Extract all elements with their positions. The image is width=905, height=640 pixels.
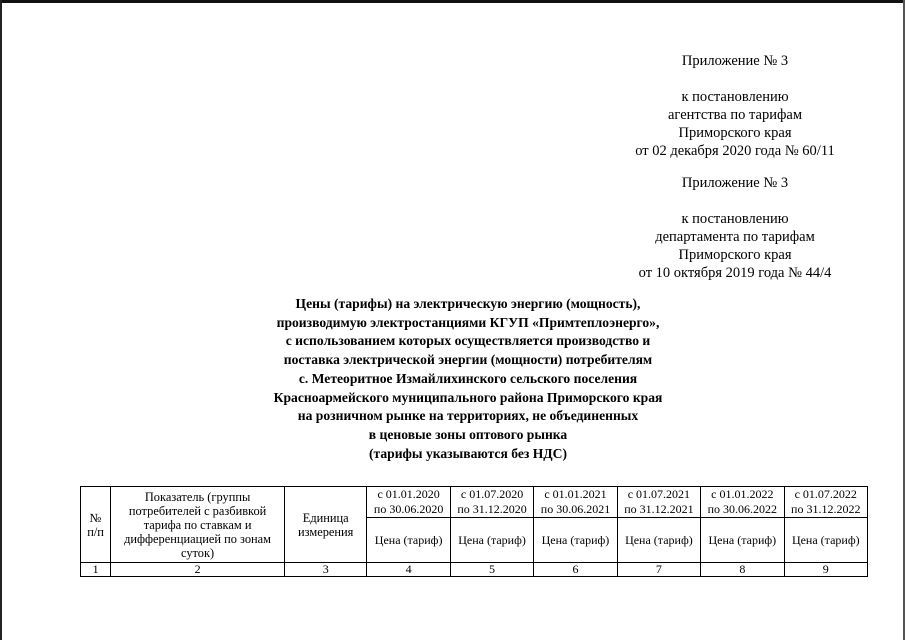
header-price-cell: Цена (тариф) [784,518,867,563]
column-number-cell: 4 [367,563,450,577]
period-from: с 01.07.2022 [794,487,857,501]
appendix-header-original [600,174,870,282]
title-line: с использованием которых осуществляется производство и [285,333,651,349]
column-number-cell: 6 [534,563,617,577]
title-line: (тарифы указываются без НДС) [368,445,568,461]
header-number-cell [81,487,111,563]
header-unit-cell [285,487,367,563]
scan-border-left [0,0,2,640]
appendix-date-line: от 10 октября 2019 года № 44/4 [638,265,832,281]
period-to: по 31.12.2022 [791,502,861,516]
column-number-cell: 7 [617,563,700,577]
period-to: по 31.12.2021 [624,502,694,516]
title-line: с. Метеоритное Измайлихинского сельского поселения [298,370,638,386]
appendix-line: агентства по тарифам [668,107,802,123]
header-price-cell: Цена (тариф) [701,518,784,563]
header-price-cell: Цена (тариф) [367,518,450,563]
document-title [200,295,736,463]
header-text: Единица [302,510,349,525]
column-number-cell: 5 [450,563,533,577]
header-period-cell [784,487,867,518]
title-line: в ценовые зоны оптового рынка [368,426,568,442]
header-price-cell: Цена (тариф) [450,518,533,563]
appendix-line: Приморского края [678,125,792,141]
header-indicator-cell: Показатель (группы потребителей с разбивкой тарифа по ставкам и дифференциацией по зонам суток) [111,487,285,563]
appendix-number: Приложение № 3 [681,53,789,69]
period-from: с 01.01.2020 [377,487,440,501]
title-line: поставка электрической энергии (мощности) потребителям [283,352,653,368]
column-number-cell: 2 [111,563,285,577]
appendix-header-current [600,52,870,160]
header-text: измерения [298,524,354,539]
title-line: производимую электростанциями КГУП «Примтеплоэнерго», [276,314,660,330]
appendix-line: Приморского края [678,247,792,263]
period-from: с 01.07.2020 [460,487,524,501]
column-number-cell: 8 [701,563,784,577]
period-to: по 31.12.2020 [457,502,527,516]
period-from: с 01.01.2021 [544,487,607,501]
column-number-cell: 3 [285,563,367,577]
period-from: с 01.07.2021 [627,487,691,501]
header-period-cell [450,487,533,518]
column-number-cell: 9 [784,563,867,577]
appendix-line: к постановлению [681,211,789,227]
header-period-cell [534,487,617,518]
period-to: по 30.06.2021 [540,502,611,516]
header-text: № [89,510,102,525]
header-period-cell [701,487,784,518]
scan-border-top [0,0,905,3]
column-number-cell: 1 [81,563,111,577]
tariff-table [80,486,868,577]
header-period-cell [367,487,450,518]
header-price-cell: Цена (тариф) [534,518,617,563]
period-to: по 30.06.2022 [707,502,778,516]
header-period-cell [617,487,700,518]
title-line: на розничном рынке на территориях, не объединенных [297,408,639,424]
header-price-cell: Цена (тариф) [617,518,700,563]
appendix-date-line: от 02 декабря 2020 года № 60/11 [635,143,835,159]
title-line: Цены (тарифы) на электрическую энергию (мощность), [295,296,641,311]
table-header-row [81,487,868,518]
appendix-line: департамента по тарифам [655,229,815,245]
appendix-number: Приложение № 3 [681,175,789,191]
column-number-row [81,563,868,577]
title-line: Красноармейского муниципального района Приморского края [273,389,663,405]
header-text: п/п [87,524,104,539]
period-from: с 01.01.2022 [711,487,774,501]
period-to: по 30.06.2020 [373,502,444,516]
appendix-line: к постановлению [681,89,789,105]
